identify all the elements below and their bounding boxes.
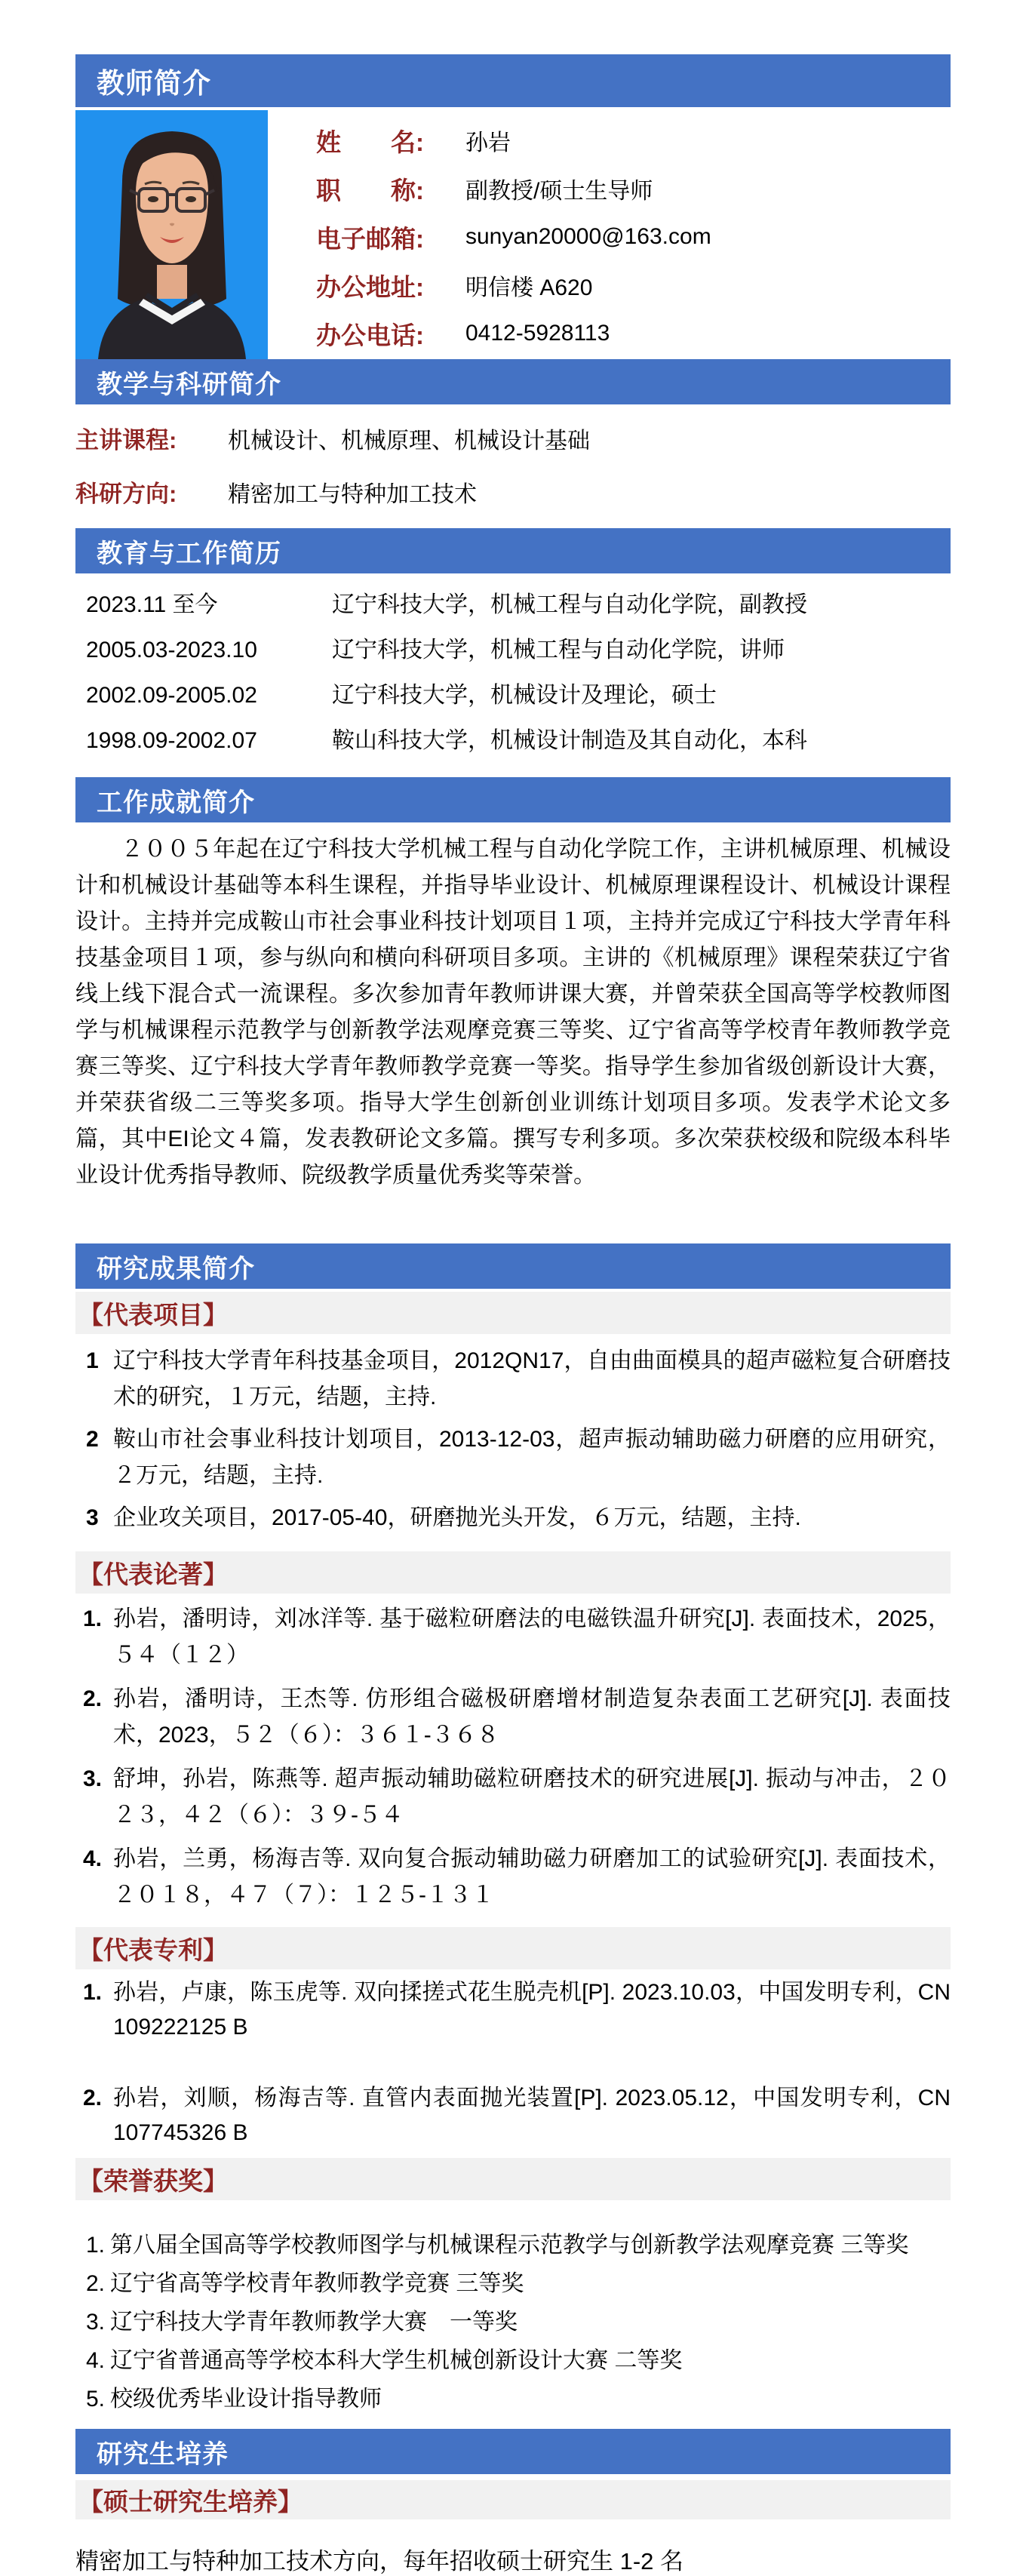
subsection-publications-title: 【代表论著】 xyxy=(78,1560,228,1588)
history-period: 2002.09-2005.02 xyxy=(86,683,257,708)
name-label: 姓 名: xyxy=(316,128,424,156)
project-item xyxy=(75,1500,951,1536)
section-title: 研究生培养 xyxy=(97,2439,229,2469)
history-row xyxy=(75,631,951,676)
award-item xyxy=(75,2226,951,2264)
office-value: 明信楼 A620 xyxy=(465,275,593,300)
project-item-number: 2 xyxy=(86,1427,99,1452)
project-item xyxy=(75,1422,951,1494)
project-item xyxy=(75,1343,951,1416)
publication-item xyxy=(75,1761,951,1834)
teaching-block xyxy=(75,404,951,509)
teaching-row xyxy=(75,475,951,509)
patent-item-number: 1. xyxy=(83,1980,103,2005)
teaching-row xyxy=(75,421,951,455)
name-value: 孙岩 xyxy=(465,131,511,155)
patent-item xyxy=(75,1975,951,2045)
office-label: 办公地址: xyxy=(316,272,424,301)
history-period: 2023.11 至今 xyxy=(86,592,218,617)
award-item xyxy=(75,2264,951,2303)
teaching-row-label: 科研方向: xyxy=(75,481,177,507)
subsection-masters-title: 【硕士研究生培养】 xyxy=(78,2487,303,2516)
award-item xyxy=(75,2341,951,2380)
info-row-name xyxy=(316,116,711,164)
title-label: 职 称: xyxy=(316,176,424,204)
history-detail: 辽宁科技大学，机械设计及理论，硕士 xyxy=(332,683,717,708)
subsection-awards-title: 【荣誉获奖】 xyxy=(78,2166,228,2195)
projects-list xyxy=(75,1334,951,1548)
publication-item-text: 舒坤，孙岩，陈燕等. 超声振动辅助磁粒研磨技术的研究进展[J]. 振动与冲击，２０２３，４２（６）：３９-５４ xyxy=(113,1766,951,1827)
email-label: 电子邮箱: xyxy=(316,224,424,253)
phone-label: 办公电话: xyxy=(316,321,424,349)
info-row-phone xyxy=(316,309,711,358)
section-title: 工作成就简介 xyxy=(97,788,255,817)
patent-item-number: 2. xyxy=(83,2086,103,2110)
info-row-title xyxy=(316,164,711,213)
person-portrait xyxy=(75,110,268,359)
section-header-research-results xyxy=(75,1243,951,1289)
publication-item xyxy=(75,1601,951,1674)
section-title: 教学与科研简介 xyxy=(97,370,281,399)
award-item-text: 校级优秀毕业设计指导教师 xyxy=(110,2387,382,2412)
publication-item-number: 1. xyxy=(83,1606,103,1631)
publication-item-text: 孙岩，兰勇，杨海吉等. 双向复合振动辅助磁力研磨加工的试验研究[J]. 表面技术，２０１８，４７（７）：１２５-１３１ xyxy=(113,1846,951,1907)
publication-item xyxy=(75,1681,951,1754)
subsection-masters-band xyxy=(75,2480,951,2519)
teaching-row-value: 精密加工与特种加工技术 xyxy=(228,482,477,507)
section-header-teaching-research xyxy=(75,359,951,404)
history-detail: 辽宁科技大学，机械工程与自动化学院，讲师 xyxy=(332,638,785,662)
history-row xyxy=(75,586,951,631)
project-item-text: 企业攻关项目，2017-05-40，研磨抛光头开发，６万元，结题，主持. xyxy=(113,1505,801,1530)
award-item xyxy=(75,2303,951,2341)
teaching-row-value: 机械设计、机械原理、机械设计基础 xyxy=(228,429,590,453)
history-period: 2005.03-2023.10 xyxy=(86,638,257,662)
patent-item xyxy=(75,2081,951,2150)
patent-item-text: 孙岩，刘顺，杨海吉等. 直管内表面抛光装置[P]. 2023.05.12，中国发明专利，CN 107745326 B xyxy=(113,2086,951,2145)
info-row-email xyxy=(316,213,711,261)
publication-item xyxy=(75,1841,951,1914)
history-period: 1998.09-2002.07 xyxy=(86,728,257,753)
teacher-photo xyxy=(75,110,268,359)
history-block xyxy=(75,573,951,777)
section-header-graduate-training xyxy=(75,2429,951,2474)
award-item-number: 4. xyxy=(86,2348,106,2373)
section-header-work-achievements xyxy=(75,777,951,822)
publication-item-text: 孙岩，潘明诗，刘冰洋等. 基于磁粒研磨法的电磁铁温升研究[J]. 表面技术，2025，５４（１２） xyxy=(113,1606,951,1668)
award-item-number: 3. xyxy=(86,2310,106,2335)
subsection-patents-title: 【代表专利】 xyxy=(78,1935,228,1964)
teaching-row-label: 主讲课程: xyxy=(75,427,177,453)
publication-item-text: 孙岩，潘明诗，王杰等. 仿形组合磁极研磨增材制造复杂表面工艺研究[J]. 表面技术，2023，５２（６）：３６１-３６８ xyxy=(113,1686,951,1748)
history-detail: 鞍山科技大学，机械设计制造及其自动化，本科 xyxy=(332,728,807,753)
award-item-text: 辽宁科技大学青年教师教学大赛 一等奖 xyxy=(110,2310,518,2335)
section-title: 研究成果简介 xyxy=(97,1254,255,1283)
history-detail: 辽宁科技大学，机械工程与自动化学院，副教授 xyxy=(332,592,807,617)
patents-list xyxy=(75,1969,951,2155)
project-item-number: 1 xyxy=(86,1348,99,1373)
title-value: 副教授/硕士生导师 xyxy=(465,179,653,204)
section-header-teacher-profile xyxy=(75,54,951,107)
award-item-text: 第八届全国高等学校教师图学与机械课程示范教学与创新教学法观摩竞赛 三等奖 xyxy=(110,2233,909,2258)
subsection-publications-band xyxy=(75,1551,951,1594)
achievements-paragraph: ２００５年起在辽宁科技大学机械工程与自动化学院工作，主讲机械原理、机械设计和机械设计基础等本科生课程，并指导毕业设计、机械原理课程设计、机械设计课程设计。主持并完成鞍山市社会事业科技计划项目１项，主持并完成辽宁科技大学青年科技基金项目１项，参与纵向和横向科研项目多项。主讲的《机械原理》课程荣获辽宁省线上线下混合式一流课程。多次参加青年教师讲课大赛，并曾荣获全国高等学校教师图学与机械课程示范教学与创新教学法观摩竞赛三等奖、辽宁省高等学校青年教师教学竞赛三等奖、辽宁科技大学青年教师教学竞赛一等奖。指导学生参加省级创新设计大赛，并荣获省级二三等奖多项。指导大学生创新创业训练计划项目多项。发表学术论文多篇，其中EI论文４篇，发表教研论文多篇。撰写专利多项。多次荣获校级和院级本科毕业设计优秀指导教师、院级教学质量优秀奖等荣誉。 xyxy=(75,837,951,1188)
profile-block xyxy=(75,107,951,359)
section-header-education-history xyxy=(75,528,951,573)
award-item-number: 2. xyxy=(86,2271,106,2296)
project-item-number: 3 xyxy=(86,1505,99,1530)
award-item-text: 辽宁省高等学校青年教师教学竞赛 三等奖 xyxy=(110,2271,524,2296)
section-title: 教师简介 xyxy=(97,68,211,99)
awards-list xyxy=(75,2200,951,2429)
award-item xyxy=(75,2380,951,2418)
award-item-number: 5. xyxy=(86,2387,106,2412)
award-item-number: 1. xyxy=(86,2233,106,2258)
subsection-projects-title: 【代表项目】 xyxy=(78,1300,228,1329)
graduate-recruiting-text: 精密加工与特种加工技术方向，每年招收硕士研究生 1-2 名 xyxy=(75,2548,684,2574)
publication-item-number: 2. xyxy=(83,1686,103,1711)
section-title: 教育与工作简历 xyxy=(97,539,281,568)
publications-list xyxy=(75,1594,951,1924)
email-value: sunyan20000@163.com xyxy=(465,224,711,249)
subsection-patents-band xyxy=(75,1927,951,1969)
publication-item-number: 4. xyxy=(83,1846,103,1871)
project-item-text: 辽宁科技大学青年科技基金项目，2012QN17，自由曲面模具的超声磁粒复合研磨技术的研究，１万元，结题，主持. xyxy=(113,1348,951,1409)
phone-value: 0412-5928113 xyxy=(465,321,610,346)
info-row-office xyxy=(316,261,711,309)
history-row xyxy=(75,676,951,721)
subsection-projects-band xyxy=(75,1292,951,1334)
faculty-profile-page xyxy=(75,0,951,2576)
subsection-awards-band xyxy=(75,2158,951,2200)
history-row xyxy=(75,721,951,767)
project-item-text: 鞍山市社会事业科技计划项目，2013-12-03，超声振动辅助磁力研磨的应用研究，２万元，结题，主持. xyxy=(113,1427,951,1488)
patent-item-text: 孙岩，卢康，陈玉虎等. 双向揉搓式花生脱壳机[P]. 2023.10.03，中国发明专利，CN 109222125 B xyxy=(113,1980,951,2040)
publication-item-number: 3. xyxy=(83,1766,103,1791)
profile-info xyxy=(268,107,711,359)
award-item-text: 辽宁省普通高等学校本科大学生机械创新设计大赛 二等奖 xyxy=(110,2348,683,2373)
